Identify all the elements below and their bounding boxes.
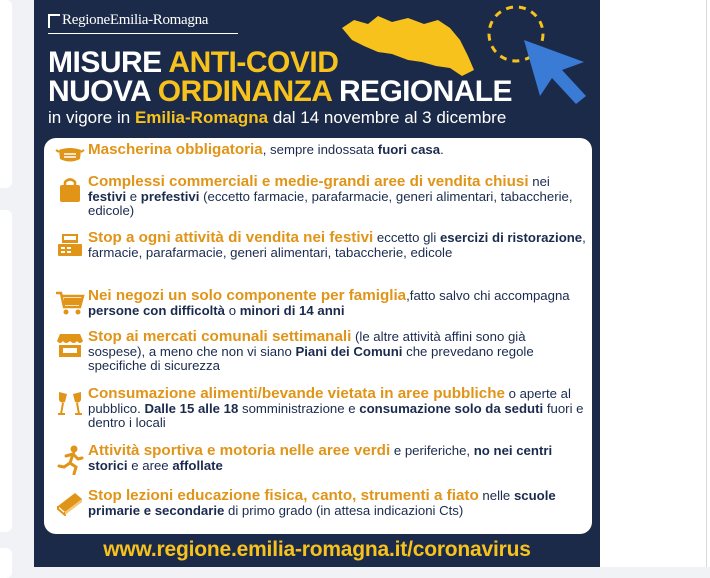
cash-register-icon — [52, 230, 88, 260]
measure-text: Consumazione alimenti/bevande vietata in aree pubbliche o aperte al pubblico. Dalle 15 alle 18 somministrazione e consumazione solo da seduti fuori e dentro i locali — [88, 385, 584, 430]
mask-icon — [52, 142, 88, 166]
book-icon — [52, 488, 88, 518]
logo-underline — [48, 33, 238, 34]
measure-text: Nei negozi un solo componente per famiglia,fatto salvo chi accompagna persone con difficoltà o minori di 14 anni — [88, 287, 570, 318]
glasses-toast-icon — [52, 386, 88, 431]
measure-item — [52, 142, 586, 166]
poster-title: MISURE ANTI-COVID — [48, 46, 339, 79]
market-stall-icon — [52, 329, 88, 374]
measures-panel — [44, 138, 592, 534]
measure-item — [52, 230, 586, 260]
measure-item — [52, 329, 586, 374]
covid-poster-image[interactable] — [34, 0, 600, 567]
poster-subtitle: NUOVA ORDINANZA REGIONALE — [48, 75, 512, 108]
poster-validity: in vigore in Emilia-Romagna dal 14 novembre al 3 dicembre — [48, 108, 507, 127]
feed-card-left-middle — [0, 210, 12, 532]
shopping-cart-icon — [52, 288, 88, 318]
region-logo-text: RegioneEmilia-Romagna — [62, 12, 209, 28]
measure-text: Mascherina obbligatoria, sempre indossata fuori casa. — [88, 141, 444, 158]
region-logo-mark — [48, 14, 60, 28]
right-pane — [600, 0, 710, 567]
measure-item — [52, 488, 586, 518]
measure-item — [52, 386, 586, 431]
feed-card-left-bottom — [0, 548, 12, 578]
measure-item — [52, 443, 586, 475]
right-divider — [706, 0, 707, 567]
measure-text: Stop a ogni attività di vendita nei festivi eccetto gli esercizi di ristorazione, farmacie, parafarmacie, generi alimentari, tabaccherie, edicole — [88, 229, 586, 260]
region-logo — [48, 12, 208, 29]
measure-text: Attività sportiva e motoria nelle aree verdi e periferiche, no nei centri storici e aree affollate — [88, 442, 553, 473]
measure-text: Complessi commerciali e medie-grandi aree di vendita chiusi nei festivi e prefestivi (eccetto farmacie, parafarmacie, generi alimentari, tabaccherie, edicole) — [88, 173, 573, 218]
feed-card-left-top — [0, 0, 12, 188]
runner-icon — [52, 443, 88, 475]
coronavirus-url: www.regione.emilia-romagna.it/coronavirus — [103, 538, 531, 561]
emilia-romagna-map-icon — [334, 6, 484, 86]
measure-text: Stop lezioni educazione fisica, canto, strumenti a fiato nelle scuole primarie e secondarie di primo grado (in attesa indicazioni Cts) — [88, 487, 556, 518]
measure-text: Stop ai mercati comunali settimanali (le altre attività affini sono già sospese), a meno che non vi siano Piani dei Comuni che prevedano regole specifiche di sicurezza — [88, 328, 534, 373]
shopping-bag-icon — [52, 174, 88, 219]
measure-item — [52, 174, 586, 219]
measure-item — [52, 288, 586, 318]
